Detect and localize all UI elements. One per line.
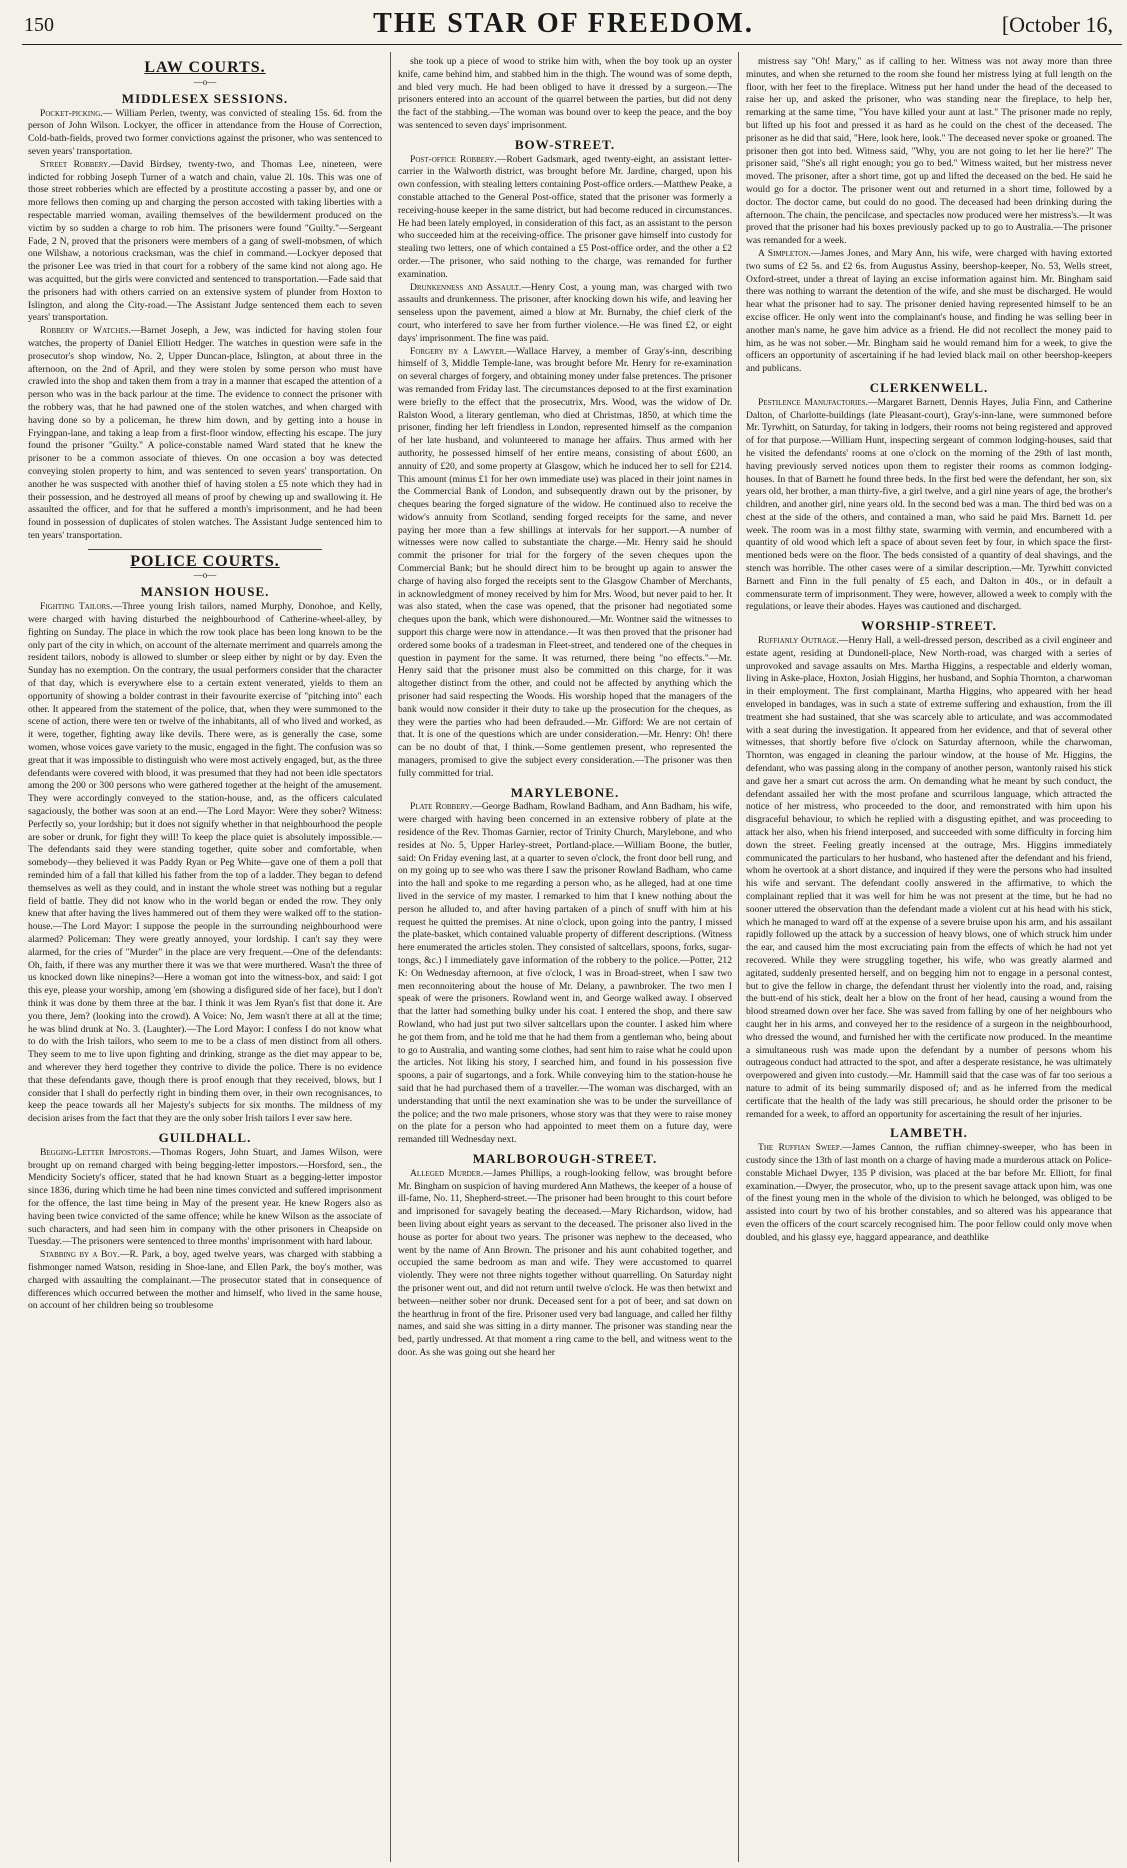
column-2 [398,56,732,1856]
subheading-mansion-house: MANSION HOUSE. [140,584,270,600]
subheading-guildhall: GUILDHALL. [158,1129,252,1145]
header-rule [22,44,1122,45]
article-alleged-murder-continued: mistress say "Oh! Mary," as if calling to her. Witness was not away more than three minutes, and when she returned to the room she found her mistress lying at full length on the floor, with her feet to the fireplace. Witness put her hand under the head of the deceased to raise her up, and asked the prisoner, who was standing near the fireplace, to help her, remarking at the same time, "You have killed your aunt at last." The prisoner made no reply, but lifted up his foot and pressed it as hard as he could on the chest of the deceased. The prisoner as he did that said, "Here, look here, look." The deceased never spoke or groaned. The prisoner then got into bed. Witness said, "Why, you are not going to let her lie here?" The prisoner said, "She's all right enough; you go to bed." Witness waited, but her mistress never moved. The prisoner, after a short time, got up and lifted the deceased on the bed. He said he would go for a doctor. The prisoner went out and returned in a short time, followed by a doctor. The doctor came, but could do no good. The deceased had been drinking during the afternoon. The chain, the pencilcase, and spectacles now produced were her mistress's.—It was proved that the prisoner had his boxes previously packed up to go to Australia.—The prisoner was remanded for a week. [746,56,1112,247]
article-lead: Plate Robbery. [410,801,473,813]
section-separator: —o— [193,76,217,87]
article-a-simpleton [746,248,1112,376]
article-body: —Barnet Joseph, a Jew, was indicted for having stolen four watches, the property of Daniel Elliott Hedger. The watches in question were safe in the prosecutor's shop window, No. 2, Upper Duncan-place, Islington, at about three in the afternoon, on the 2nd of April, and they were stolen by some person who must have crawled into the shop and taken them from a tray in a manner that escaped the attention of a person who was in the back parlour at the time. The evidence to connect the prisoner with the robbery was, that he had pawned one of the stolen watches, and when charged with having done so by a policeman, he threw him down, and by getting into a house in Fryingpan-lane, and taking a leap from a first-floor window, effecting his escape. The jury found the prisoner "Guilty." A police-constable named Ward stated that he knew the prisoner to be a common associate of thieves. On one occasion a boy was detected conveying stolen property to him, and was sentenced to seven years' transportation. On another he was suspected with another thief of having stolen a £5 note which they had in their possession, and he destroyed all means of proof by chewing up and swallowing it. He assaulted the officer, and for that he suffered a month's imprisonment, and he had been found in possession of duplicates of stolen watches. The Assistant Judge sentenced him to ten years' transportation. [28,325,382,541]
article-lead: Pocket-picking. [40,107,103,119]
article-lead: Stabbing by a Boy. [40,1249,120,1261]
column-divider-1 [390,52,391,1862]
article-body: —David Birdsey, twenty-two, and Thomas Lee, nineteen, were indicted for robbing Joseph Turner of a watch and chain, value 2l. 10s. This was one of those street robberies which are effected by a prostitute accosting a passer by, and one or more fellows then coming up and charging the person accosted with taking liberties with a respectable married woman, availing themselves of the bewilderment produced on the victim by so sudden a charge to rob him. The prisoners were found "Guilty."—Sergeant Fade, 2 N, proved that the prisoners were members of a gang of swell-mobsmen, of which one Wilshaw, a notorious cracksman, was the chief in command.—Lockyer deposed that the prisoner Lee was tried in that court for a robbery of the same kind not along ago. He was acquitted, but the girls were convicted and sentenced to transportation.—Fade said that the prisoners had with others carried on an extensive system of plunder from Hoxton to Islington, and along the City-road.—The Assistant Judge sentenced them each to seven years' transportation. [28,158,382,324]
subheading-clerkenwell: CLERKENWELL. [869,379,989,395]
masthead [0,0,1127,48]
article-forgery-by-a-lawyer [398,346,732,781]
article-body: — William Perlen, twenty, was convicted of stealing 15s. 6d. from the person of John Wilson. Lockyer, the officer in attendance from the House of Correction, Cold-bath-fields, proved two former convictions against the prisoner, who was sentenced to seven years' transportation. [28,107,382,157]
article-pocket-picking [28,108,382,159]
subheading-middlesex-sessions: MIDDLESEX SESSIONS. [121,90,289,106]
article-lead: Begging-Letter Impostors. [40,1146,152,1158]
article-lead: Robbery of Watches. [40,325,131,337]
subheading-worship-street: WORSHIP-STREET. [861,618,997,634]
article-stabbing-continued: she took up a piece of wood to strike him with, when the boy took up an oyster knife, came behind him, and stabbed him in the thigh. The wound was of some depth, and bled very much. He had been obliged to have it dressed by a surgeon.—The prisoners entered into an account of the quarrel between the parties, but did not deny the fact of the stabbing.—The woman was bound over to keep the peace, and the boy was sentenced to seven days' imprisonment. [398,56,732,131]
article-robbery-of-watches [28,325,382,543]
subheading-marlborough-street: MARLBOROUGH-STREET. [472,1150,658,1166]
article-street-robbery [28,159,382,325]
article-body: —Wallace Harvey, a member of Gray's-inn, describing himself of 3, Middle Temple-lane, was brought before Mr. Henry for re-examination on several charges of forgery, and obtaining money under false pretences. The prisoner was remanded from Friday last. The circumstances deposed to at the first examination were briefly to the effect that the prosecutrix, Mrs. Wood, was the widow of Dr. Ralston Wood, a literary gentleman, who died at Christmas, 1850, at which time the prisoner, finding her left friendless in London, represented himself as the companion of her late husband, and volunteered to manage her affairs. Thus armed with her authority, he possessed himself of her entire means, consisting of about £600, an annuity of £20, and some property at Glasgow, which he induced her to sell for £214. This amount (minus £1 for her own immediate use) was placed in their joint names in the Commercial Bank of London, and subsequently drawn out by the prisoner, by cheques bearing the forged signature of the widow. He continued also to receive the widow's annuity from Scotland, sending forged receipts for the same, and never paying her more than a few shillings at intervals for her support.—A number of witnesses were now called to substantiate the charge.—Mr. Henry said he should commit the prisoner for trial for the forgery of the seven cheques upon the Commercial Bank; but he should direct him to be brought up again to answer the charge of having also forged the receipts sent to the Glasgow Chamber of Merchants, in acknowledgment of money received by him for Mrs. Wood, but never paid to her. It was also stated, when the case was opened, that the prisoner had negotiated some cheques upon the bank, which were dishonoured.—Mr. Wontner said the witnesses to support this charge were now in attendance.—It was then proved that the prisoner had ordered some books of a tradesman in Fleet-street, and tendered one of the cheques in question in payment for the same. It was returned, there being "no effects."—Mr. Henry said that the prisoner must also be committed on this charge, for it was altogether distinct from the other, and could not be affected by anything which the prisoner had said respecting the Woods. His worship hoped that the managers of the bank would now consider it their duty to take up the prosecution for the cheques, as they were the parties who had been defrauded.—Mr. Gifford: We are not certain of that. It is one of the questions which are under consideration.—Mr. Henry: Oh! there can be no doubt of that, I think.—Some gentlemen present, who represented the managers, promised to give the subject every consideration.—The prisoner was then fully committed for trial. [398,345,732,779]
column-divider-2 [738,52,739,1862]
article-body: —Robert Gadsmark, aged twenty-eight, an assistant letter-carrier in the Walworth district, was brought before Mr. Jardine, charged, upon his own confession, with stealing letters containing Post-office orders.—Matthew Peake, a constable attached to the General Post-office, stated that the prisoner was formerly a receiving-house keeper in the same district, but had become reduced in circumstances. He had been lately employed, in consideration of this fact, as an assistant to the person who succeeded him at the receiving-office. The prisoner gave himself into custody for stealing two letters, one of which contained a £5 Post-office order, and the other a £2 order.—The prisoner, who said nothing to the charge, was remanded for further examination. [398,153,732,280]
article-drunkenness-and-assault [398,282,732,346]
article-body: —James Cannon, the ruffian chimney-sweeper, who has been in custody since the 13th of last month on a charge of having made a murderous attack on Police-constable Michael Dwyer, 135 P division, was placed at the bar before Mr. Elliott, for final examination.—Dwyer, the prosecutor, who, up to the present savage attack upon him, was one of the finest young men in the whole of the division to which he belonged, was obliged to be assisted into court by two of his brother constables, and so altered was his appearance that even the officers of the court scarcely recognised him. The poor fellow could only move when doubled, and his glassy eye, haggard appearance, and deathlike [746,1142,1112,1243]
article-lead: A Simpleton. [758,247,811,259]
article-lead: Post-office Robbery. [410,153,497,165]
newspaper-title: THE STAR OF FREEDOM. [373,8,754,39]
article-ruffianly-outrage [746,635,1112,1121]
article-lead: Ruffianly Outrage. [758,635,839,647]
section-heading-police-courts: POLICE COURTS. [130,552,280,570]
article-lead: Forgery by a Lawyer. [410,345,507,357]
section-separator: —o— [193,570,217,581]
section-heading-law-courts: LAW COURTS. [144,59,266,76]
article-body: —Three young Irish tailors, named Murphy, Donohoe, and Kelly, were charged with having disturbed the neighbourhood of Catherine-wheel-alley, by fighting on Sunday. The place in which the row took place has been long known to be the only part of the city in which, on account of the alternate merriment and quarrels among the resident tailors, nobody is allowed to slumber or sleep either by night or by day. Even the Sunday has no exemption. On the contrary, the usual performers consider that the character of that day, which is everywhere else to a certain extent venerated, yields to them an opportunity of showing a bolder contrast in their favourite exercise of "pitching into" each other. It appeared from the statement of the police, that, when they were summoned to the scene of action, there were ten or twelve of the inhabitants, all of who lived and worked, as it were, together, fighting away like devils. There were, as is generally the case, some women, whose voices gave variety to the music, engaged in the fight. The confusion was so great that it was impossible to distinguish who were most actively engaged, but, as the three defendants were covered with blood, it was presumed that they had not been idle spectators among the 200 or 300 persons who were gathered together at the height of the amusement. They were accordingly conveyed to the station-house, and, as the officers calculated sagaciously, the bother was soon at an end.—The Lord Mayor: Were they sober? Witness: Perfectly so, your lordship; but it does not signify whether in that neighbourhood the people are sober or drunk, for fight they will! To keep the place quiet is absolutely impossible.—The defendants said they were standing together, quite sober and comfortable, when somebody—they believed it was Paddy Ryan or Peg White—gave one of them a poll that reminded him of a fall that killed his father from the top of a ladder. They began to defend themselves as well as they could, and in instant the whole street was nothing but a regular field of battle. They did not know who in the world began or ended the row. They only knew that after having the lives hammered out of them they were walked off to the station-house.—The Lord Mayor: I suppose the people in the surrounding neighbourhood were alarmed? Policeman: They were greatly annoyed, your lordship. I can't say they were alarmed, for the cries of "Murder" in the place are very frequent.—One of the defendants: Oh, faith, if there was any murther there it was we that were murthered. Wasn't the three of us knocked down like ninepins?—Here a woman got into the witness-box, and said: I got this eye, please your worship, among 'em (showing a disfigured side of her face), but I don't think it was done by them three at the bar. I think it was Jem Ryan's fist that done it. Are you there, Jem? (looking into the crowd). A Voice: No, Jem wasn't there at all at the time; he was blind drunk at No. 3. (Laughter).—The Lord Mayor: I confess I do not know what to do with the Irish tailors, who seem to me to be a class of men distinct from all others. They seem to me to live upon fighting and drinking, strange as the diet may appear to be, and wherever they herd together they contrive to divide the police. There is no evidence that these defendants gave, though there is proof enough that they received, blows, but I consider that I shall do perfectly right in binding them over, in their own recognisances, to keep the peace towards all her Majesty's subjects for six months. The mildness of my decision arises from the fact that they are the only sober Irish tailors I ever saw here. [28,601,382,1125]
page-number: 150 [24,14,54,36]
article-lead: Alleged Murder. [410,1167,484,1179]
subheading-bow-street: BOW-STREET. [514,136,616,152]
article-alleged-murder [398,1168,732,1360]
column-3 [746,56,1112,1856]
article-body: —Margaret Barnett, Dennis Hayes, Julia Finn, and Catherine Dalton, of Charlotte-buildings (late Pleasant-court), Gray's-inn-lane, were summoned before Mr. Tyrwhitt, on Saturday, for taking in lodgers, their rooms not being registered and approved of for that purpose.—William Hunt, inspecting sergeant of common lodging-houses, said that he visited the defendants' rooms at one o'clock on the morning of the 29th of last month, having previously served notices upon them to register their rooms as common lodging-houses. In that of Barnett he found three beds. In the first bed were the defendant, her son, six years old, her brother, a man thirty-five, a girl twelve, and a girl nine years of age, the brother's children, and another girl, nine years old. In the second bed was a man. The third bed was on a chest at the side of the others, and contained a man, who said he paid Mrs. Barnett 1d. per week. The room was in a most filthy state, swarming with vermin, and encumbered with a quantity of old wood which left a space of about seven feet by four, in which space the first-mentioned beds were on the floor. The beds consisted of a quantity of deal shavings, and the stench was horrible. The other cases were of a similar description.—Mr. Tyrwhitt convicted Barnett and Finn in the full penalty of £5 each, and Dalton in 40s., or in default a commensurate term of imprisonment. They were, however, allowed a week to comply with the regulations, or leave their abodes. Hayes was cautioned and discharged. [746,396,1112,613]
article-plate-robbery [398,801,732,1147]
article-lead: Street Robbery. [40,158,111,170]
article-lead: Drunkenness and Assault. [410,281,522,293]
article-body: —Henry Hall, a well-dressed person, described as a civil engineer and estate agent, residing at Dundonell-place, New North-road, was charged with a series of unprovoked and savage assaults on Mrs. Martha Higgins, a respectable and elderly woman, living in Aske-place, Hoxton, Josiah Higgins, her husband, and Sophia Thornton, a charwoman in their employment. The first complainant, Martha Higgins, who appeared with her head enveloped in bandages, was in such a state of extreme suffering and exhaustion, from the ill treatment she had sustained, that she was scarcely able to articulate, and was accommodated with a seat during the investigation. It appeared from her evidence, and that of several other witnesses, that shortly before five o'clock on Saturday afternoon, while the charwoman, Thornton, was engaged in cleaning the parlour window, at the house of Mr. Higgins, the defendant, who was passing along in the company of another person, wantonly raised his stick and gave her a smart cut across the arm. On demanding what he meant by such conduct, the defendant assailed her with the most profane and scurrilous language, which attracted the notice of her mistress, who proceeded to the door, and remonstrated with him upon his disgraceful behaviour, to which he replied with a disgusting epithet, and was proceeding to attack her also, when his friend interposed, and succeeded with some difficulty in forcing him down the street. Feeling greatly incensed at the outrage, Mrs. Higgins immediately communicated the particulars to her husband, who hastened after the defendant and his friend, whom he overtook at a short distance, and inquired if they were the persons who had insulted his wife and servant. The defendant coolly answered in the affirmative, to which the complainant replied that it was well for him he was not present at the time, but he had no sooner uttered the observation than the defendant made a violent cut at his head with his stick, which he managed to ward off at the expense of a severe bruise upon his arm, and his assailant rapidly followed up the attack by a succession of heavy blows, one of which struck him under the ear, and caused him the most excruciating pain from the effects of which he had not yet recovered. While they were struggling together, his wife, who was greatly alarmed and agitated, suddenly presented herself, and on begging him not to engage in a personal contest, but to give the fellow in charge, the defendant thrust her violently into the road, and, raising the butt-end of his stick, dealt her a blow on the front of her head, causing a wound from the blood streamed down over her face. She was saved from falling by one of her neighbours who caught her in his arms, and conveyed her to the residence of a surgeon in the neighbourhood, who dressed the wound, and furnished her with the certificate now produced. In the meantime a simultaneous rush was made upon the defendant by a number of persons whom his outrageous conduct had attracted to the spot, and after a desperate resistance, he was ultimately overpowered and given into custody.—Mr. Hammill said that the case was of far too serious a nature to admit of its being summarily disposed of; and as he inferred from the medical certificate that the health of the lady was still precarious, he should order the prisoner to be remanded for a week, to afford an opportunity for ascertaining the result of her injuries. [746,635,1112,1120]
subheading-marylebone: MARYLEBONE. [510,784,620,800]
article-body: —James Phillips, a rough-looking fellow, was brought before Mr. Bingham on suspicion of having murdered Ann Mathews, the keeper of a house of ill-fame, No. 11, Shepherd-street.—The prisoner had been brought to this court before and imprisoned for savagely beating the deceased.—Mary Richardson, widow, had been living about eight years as servant to the deceased. The prisoner also lived in the house as porter for about two years. The prisoner was nephew to the deceased, who went by the name of Ann Brown. The prisoner and his aunt cohabited together, and occupied the same bedroom as man and wife. They were accustomed to quarrel violently. They were not three nights together without quarrelling. On Saturday night the prisoner went out, and did not return until twelve o'clock. He was then betwixt and between—neither sober nor drunk. Deceased sent for a pot of beer, and sat down on the hearthrug in front of the fire. Prisoner used very bad language, and called her filthy names, and said she was sitting in a dirty manner. The prisoner was standing near the bed, partly undressed. At that moment a ring came to the bell, and witness went to the door. As she was going out she heard her [398,1167,732,1358]
issue-date: [October 16, [1001,12,1113,37]
article-body: —Thomas Rogers, John Stuart, and James Wilson, were brought up on remand charged with being begging-letter impostors.—Horsford, sen., the Mendicity Society's officer, stated that he had known Stuart as a begging-letter impostor since 1836, during which time he had been nine times convicted and suffered imprisonment for the offence, the last time being in May of the present year. He knew Rogers also as having been twice convicted of the same offence; while he knew Wilson as the associate of such characters, and had seen him in company with the other prisoners in Cheapside on Tuesday.—The prisoners were sentenced to three months' imprisonment with hard labour. [28,1146,382,1248]
article-body: —James Jones, and Mary Ann, his wife, were charged with having extorted two sums of £2 5s. and £2 6s. from Augustus Assiny, beershop-keeper, No. 53, Wells street, Oxford-street, under a threat of laying an excise information against him. Mr. Bingham said there was nothing to warrant the detention of the wife, and she must be discharged. He would hear what the prisoner had to say. The prisoner denied having represented himself to be an excise officer. He only went into the complainant's house, and finding he was selling beer in another man's name, he gave him advice as a friend. He did not recollect the money paid to him, as he was not sober.—Mr. Bingham said he would remand him for a week, to give the officers an opportunity of ascertaining if he had levied black mail on other beershop-keepers and publicans. [746,247,1112,375]
article-ruffian-sweep [746,1142,1112,1244]
article-body: —Henry Cost, a young man, was charged with two assaults and drunkenness. The prisoner, after knocking down his wife, and leaving her senseless upon the pavement, aimed a blow at Mr. Burnaby, the chief clerk of the court, who interfered to save her from further violence.—He was fined £2, or eight days' imprisonment. The fine was paid. [398,281,732,344]
article-lead: Fighting Tailors. [40,601,113,613]
article-stabbing-by-a-boy [28,1249,382,1313]
column-1 [28,56,382,1856]
subheading-lambeth: LAMBETH. [890,1125,968,1141]
article-lead: The Ruffian Sweep. [758,1142,843,1154]
article-fighting-tailors [28,601,382,1126]
article-begging-letter-impostors [28,1147,382,1249]
article-body: —George Badham, Rowland Badham, and Ann Badham, his wife, were charged with having been concerned in an extensive robbery of plate at the residence of the Rev. Thomas Garnier, rector of Trinity Church, Marylebone, and who resides at No. 5, Upper Harley-street, Portland-place.—William Boone, the butler, said: On Friday evening last, at a quarter to seven o'clock, the front door bell rung, and on my going up to see who was there I saw the prisoner Rowland Badham, who came into the hall and spoke to me regarding a person who, as he alleged, had at one time lived in the service of my master. I remarked to him that I knew nothing about the person he alluded to, and after having partaken of a pinch of snuff with him at his request he quitted the premises. At nine o'clock, upon going into the pantry, I missed the plate-basket, which contained valuable property of different descriptions. (Witness here enumerated the articles stolen. They consisted of saltcellars, spoons, forks, sugar-tongs, &c.) I immediately gave information of the robbery to the police.—Potter, 212 K: On Wednesday afternoon, at five o'clock, I was in Broad-street, when I saw two men reconnoitering about the house of Mr. Delany, a pawnbroker. The two men I speak of were the prisoners. Rowland went in, and George walked away. I observed that the latter had something bulky under his coat. I entered the shop, and there saw Rowland, who had just put two silver saltcellars upon the counter. I asked him where he got them from, and he told me that he had them from a gentleman who, being about to go to Australia, and wanting some clothes, had sent him to raise what he could upon the articles. Not liking his story, I searched him, and found in his possession five spoons, a pair of sugartongs, and a fork. While conveying him to the station-house he said that he had purchased them of a traveller.—The woman was discharged, with an understanding that until the next examination she was to be under the surveillance of the police; and the two male prisoners, whose story was that they were to raise money on the plate for a person who had appointed to meet them on a future day, were remanded till Wednesday next. [398,801,732,1146]
article-post-office-robbery [398,154,732,282]
article-lead: Pestilence Manufactories. [758,396,868,408]
article-pestilence-manufactories [746,397,1112,615]
article-body: —R. Park, a boy, aged twelve years, was charged with stabbing a fishmonger named Watson, residing in Shoe-lane, and Ellen Park, the boy's mother, was charged with assaulting the complainant.—The prosecutor stated that in consequence of differences which occurred between the mother and himself, who lived in the same house, on account of her children being so troublesome [28,1249,382,1312]
section-end-rule [88,549,322,550]
